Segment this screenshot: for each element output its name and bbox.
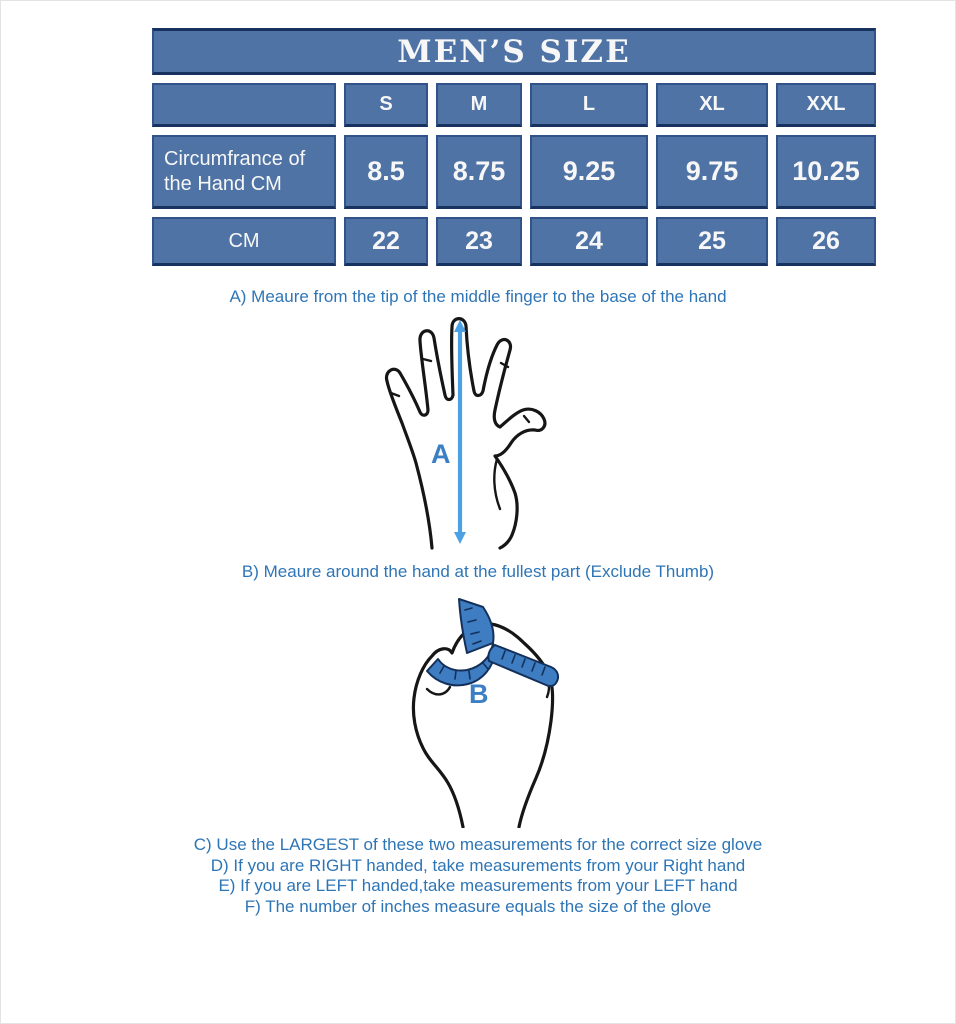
instruction-e: E) If you are LEFT handed,take measurements from your LEFT hand [218, 876, 738, 895]
cm-value-xxl: 26 [776, 217, 876, 266]
size-header-l: L [530, 83, 648, 127]
circumference-value-m: 8.75 [436, 135, 522, 209]
instruction-d: D) If you are RIGHT handed, take measurements from your Right hand [210, 855, 746, 875]
circumference-value-xxl: 10.25 [776, 135, 876, 209]
fist-circumference-diagram [399, 593, 579, 828]
size-header-xxl: XXL [776, 83, 876, 127]
circumference-value-s: 8.5 [344, 135, 428, 209]
cm-row-label: CM [152, 217, 336, 266]
corner-cell [152, 83, 336, 127]
circumference-value-l: 9.25 [530, 135, 648, 209]
instruction-a: A) Meaure from the tip of the middle finger to the base of the hand [229, 287, 727, 306]
instruction-f: F) The number of inches measure equals the size of the glove [244, 896, 712, 916]
cm-value-xl: 25 [656, 217, 768, 266]
open-hand-length-diagram [374, 313, 574, 551]
diagram-label-b: B [469, 679, 489, 709]
size-header-m: M [436, 83, 522, 127]
fist-outline [413, 624, 552, 827]
size-header-xl: XL [656, 83, 768, 127]
diagram-label-a: A [431, 439, 451, 469]
mens-size-table [152, 28, 876, 266]
instruction-c: C) Use the LARGEST of these two measurements for the correct size glove [193, 835, 763, 854]
cm-value-m: 23 [436, 217, 522, 266]
circumference-value-xl: 9.75 [656, 135, 768, 209]
circumference-row-label: Circumfrance of the Hand CM [152, 135, 336, 209]
table-title: MEN’S SIZE [152, 28, 876, 75]
cm-value-s: 22 [344, 217, 428, 266]
instruction-b: B) Meaure around the hand at the fullest part (Exclude Thumb) [241, 562, 715, 581]
instructions-cdef [1, 835, 955, 917]
size-header-s: S [344, 83, 428, 127]
cm-value-l: 24 [530, 217, 648, 266]
open-hand-outline [386, 319, 544, 548]
